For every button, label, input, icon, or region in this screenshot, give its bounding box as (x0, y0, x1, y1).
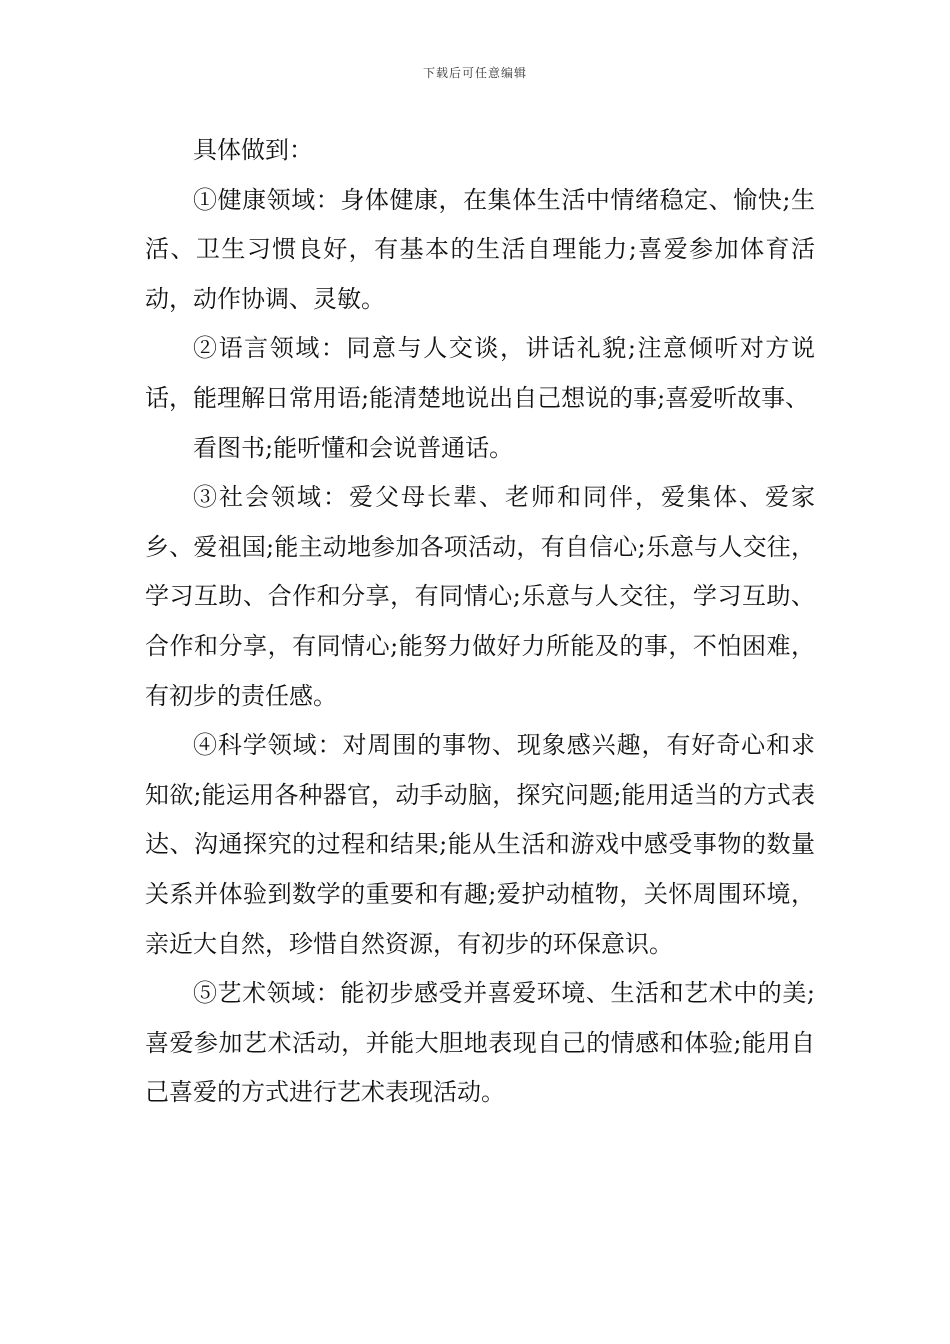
paragraph-science: ④科学领域：对周围的事物、现象感兴趣，有好奇心和求知欲;能运用各种器官，动手动脑，探究问题;能用适当的方式表达、沟通探究的过程和结果;能从生活和游戏中感受事物的数量关系并体验到数学的重要和有趣;爱护动植物，关怀周围环境，亲近大自然，珍惜自然资源，有初步的环保意识。 (145, 731, 815, 958)
paragraph-social: ③社会领域：爱父母长辈、老师和同伴，爱集体、爱家乡、爱祖国;能主动地参加各项活动，有自信心;乐意与人交往，学习互助、合作和分享，有同情心;乐意与人交往，学习互助、合作和分享，有同情心;能努力做好力所能及的事，不怕困难，有初步的责任感。 (145, 483, 815, 710)
paragraph-language: ②语言领域：同意与人交谈，讲话礼貌;注意倾听对方说话，能理解日常用语;能清楚地说出自己想说的事;喜爱听故事、 (145, 334, 815, 412)
paragraph-art: ⑤艺术领域：能初步感受并喜爱环境、生活和艺术中的美;喜爱参加艺术活动，并能大胆地表现自己的情感和体验;能用自己喜爱的方式进行艺术表现活动。 (145, 979, 815, 1107)
paragraph-language-cont: 看图书;能听懂和会说普通话。 (193, 433, 514, 462)
page-header-note: 下载后可任意编辑 (422, 66, 527, 80)
paragraph-health: ①健康领域：身体健康，在集体生活中情绪稳定、愉快;生活、卫生习惯良好，有基本的生活自理能力;喜爱参加体育活动，动作协调、灵敏。 (145, 185, 815, 313)
paragraph-intro: 具体做到： (193, 136, 313, 164)
document-body (145, 126, 815, 1118)
